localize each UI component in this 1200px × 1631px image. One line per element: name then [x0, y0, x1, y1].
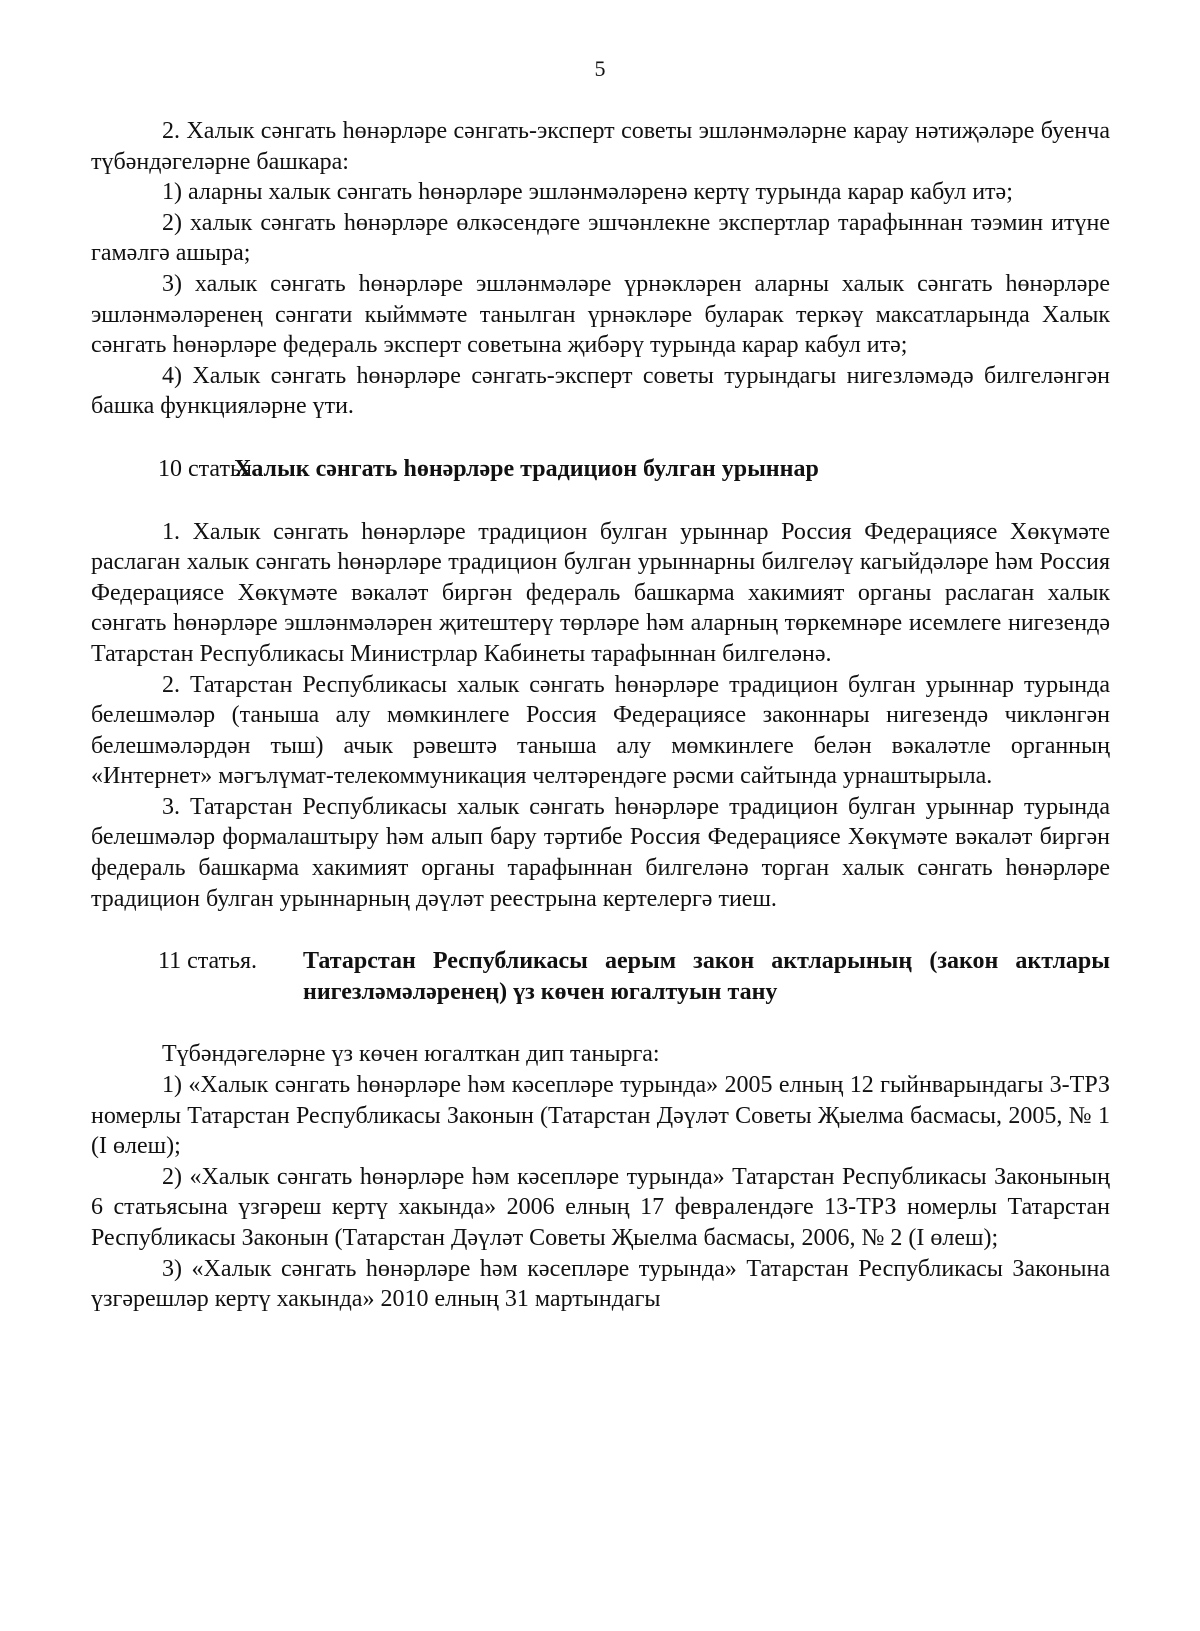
paragraph: 2. Халык сәнгать һөнәрләре сәнгать-эксперт советы эшләнмәләрне карау нәтиҗәләре буенча түбәндәгеләрне башкара:: [91, 118, 1110, 175]
paragraph: Түбәндәгеләрне үз көчен югалткан дип танырга:: [162, 1041, 660, 1068]
article-11-title: Татарстан Республикасы аерым закон актларының (закон актлары нигезләмәләренең) үз көчен югалтуын тану: [303, 948, 1110, 1005]
paragraph: 1. Халык сәнгать һөнәрләре традицион булган урыннар Россия Федерациясе Хөкүмәте раслаган халык сәнгать һөнәрләре традицион булган урыннарны билгеләү кагыйдәләре һәм Россия Федерациясе Хөкүмәте вәкаләт биргән федераль башкарма хакимият органы раслаган халык сәнгать һөнәрләре эшләнмәләрен җитештерү төрләре һәм аларның төркемнәре исемлеге нигезендә Татарстан Республикасы Министрлар Кабинеты тарафыннан билгеләнә.: [91, 518, 1110, 667]
article-10-title: Халык сәнгать һөнәрләре традицион булган урыннар: [234, 455, 819, 482]
paragraph: 1) аларны халык сәнгать һөнәрләре эшләнмәләренә кертү турында карар кабул итә;: [162, 179, 1013, 206]
paragraph: 4) Халык сәнгать һөнәрләре сәнгать-эксперт советы турындагы нигезләмәдә билгеләнгән башка функцияләрне үти.: [91, 362, 1110, 420]
article-10-heading: [91, 454, 1110, 485]
section-top: [91, 116, 1110, 422]
paragraph: 2) «Халык сәнгать һөнәрләре һәм кәсепләре турында» Татарстан Республикасы Законының 6 статьясына үзгәреш кертү хакында» 2006 елның 17 февралендәге 13-ТРЗ номерлы Татарстан Республикасы Законын (Татарстан Дәүләт Советы Җыелма басмасы, 2006, № 2 (I өлеш);: [91, 1163, 1110, 1251]
paragraph: 1) «Халык сәнгать һөнәрләре һәм кәсепләре турында» 2005 елның 12 гыйнварындагы 3-ТРЗ номерлы Татарстан Республикасы Законын (Татарстан Дәүләт Советы Җыелма басмасы, 2005, № 1 (I өлеш);: [91, 1072, 1110, 1160]
article-11-label: 11 статья.: [158, 948, 258, 975]
paragraph: 3) халык сәнгать һөнәрләре эшләнмәләре үрнәкләрен аларны халык сәнгать һөнәрләре эшләнмәләренең сәнгати кыйммәте танылган үрнәкләре буларак теркәү максатларында Халык сәнгать һөнәрләре федераль эксперт советына җибәрү турында карар кабул итә;: [91, 270, 1110, 359]
paragraph: 2. Татарстан Республикасы халык сәнгать һөнәрләре традицион булган урыннар турында белешмәләр (таныша алу мөмкинлеге Россия Федерациясе законнары нигезендә чикләнгән белешмәләрдән тыш) ачык рәвештә таныша алу мөмкинлеге белән вәкаләтле органның «Интернет» мәгълүмат-телекоммуникация челтәрендәге рәсми сайтында урнаштырыла.: [91, 671, 1110, 790]
article-10-label: 10 статья.: [158, 455, 258, 482]
document-body: [91, 116, 1110, 1315]
page-number: 5: [594, 56, 606, 81]
paragraph: 2) халык сәнгать һөнәрләре өлкәсендәге эшчәнлекне экспертлар тарафыннан тәэмин итүне гамәлгә ашыра;: [91, 209, 1110, 267]
article-10-body: [91, 517, 1110, 915]
article-11-heading: [91, 946, 1110, 1007]
paragraph: 3) «Халык сәнгать һөнәрләре һәм кәсепләре турында» Татарстан Республикасы Законына үзгәрешләр кертү хакында» 2010 елның 31 мартындагы: [91, 1255, 1110, 1313]
paragraph: 3. Татарстан Республикасы халык сәнгать һөнәрләре традицион булган урыннар турында белешмәләр формалаштыру һәм алып бару тәртибе Россия Федерациясе Хөкүмәте вәкаләт биргән федераль башкарма хакимият органы тарафыннан билгеләнә торган халык сәнгать һөнәрләре традицион булган урыннарның дәүләт реестрына кертелергә тиеш.: [91, 793, 1110, 912]
article-11-body: [91, 1039, 1110, 1314]
